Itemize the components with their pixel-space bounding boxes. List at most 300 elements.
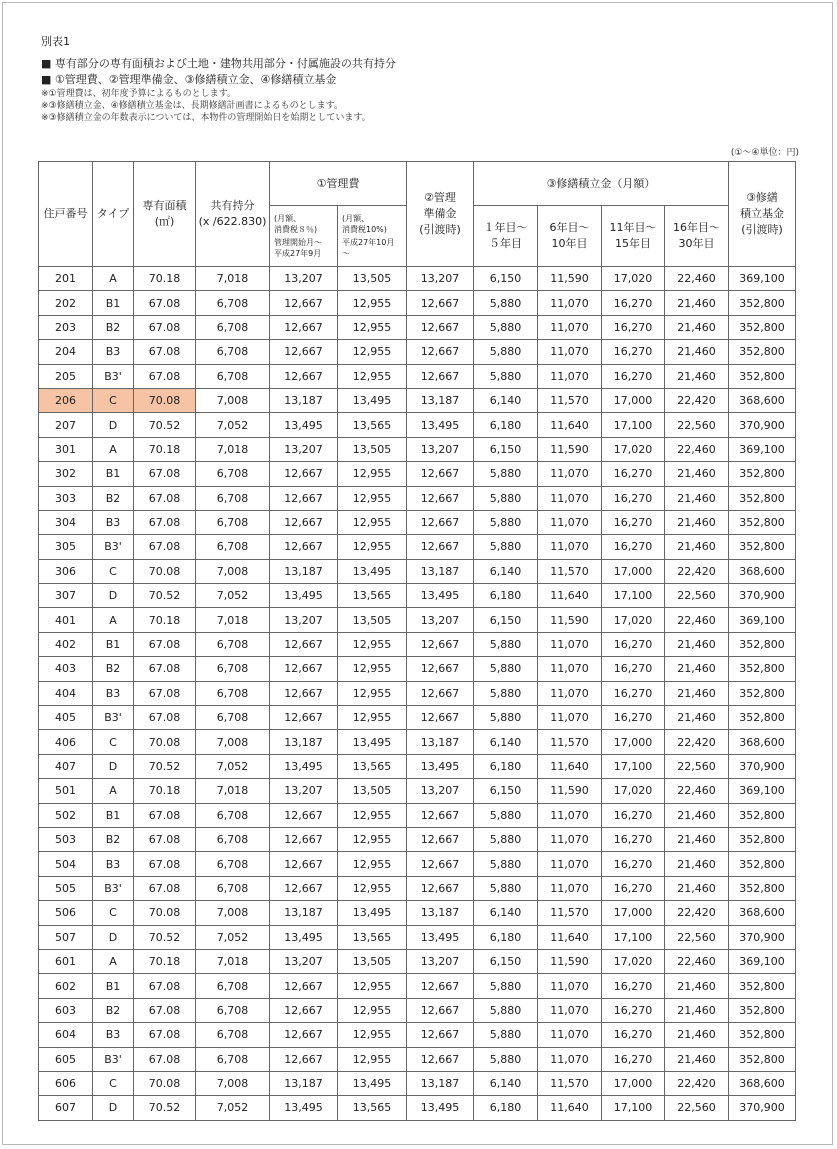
cell-area: 67.08 xyxy=(134,998,196,1022)
header-r4-a: 16年目～ xyxy=(673,221,720,234)
cell-area: 67.08 xyxy=(134,681,196,705)
cell-reserve: 13,207 xyxy=(407,608,474,632)
table-row xyxy=(39,925,796,949)
table-row xyxy=(39,413,796,437)
header-area-label: 専有面積 xyxy=(142,199,187,212)
cell-reserve: 12,667 xyxy=(407,974,474,998)
cell-mgmt-8pct: 12,667 xyxy=(270,1023,338,1047)
cell-area: 67.08 xyxy=(134,510,196,534)
cell-repair-yr16-30: 22,460 xyxy=(665,267,729,291)
cell-repair-yr16-30: 22,560 xyxy=(665,584,729,608)
header-mgmt-8pct-c: 管理開始月～ xyxy=(274,238,322,247)
cell-area: 67.08 xyxy=(134,974,196,998)
cell-repair-yr16-30: 22,420 xyxy=(665,730,729,754)
cell-type: C xyxy=(93,1071,134,1095)
cell-reserve: 12,667 xyxy=(407,827,474,851)
cell-unit-no: 503 xyxy=(39,827,93,851)
cell-share: 6,708 xyxy=(196,974,270,998)
cell-mgmt-8pct: 12,667 xyxy=(270,974,338,998)
cell-fund: 370,900 xyxy=(729,413,796,437)
cell-unit-no: 302 xyxy=(39,462,93,486)
cell-share: 7,052 xyxy=(196,413,270,437)
cell-reserve: 12,667 xyxy=(407,510,474,534)
cell-mgmt-10pct: 12,955 xyxy=(338,1023,407,1047)
cell-repair-yr16-30: 21,460 xyxy=(665,706,729,730)
cell-repair-yr16-30: 22,420 xyxy=(665,559,729,583)
header-share-label: 共有持分 xyxy=(210,199,255,212)
cell-reserve: 13,207 xyxy=(407,949,474,973)
table-row xyxy=(39,486,796,510)
cell-mgmt-8pct: 12,667 xyxy=(270,315,338,339)
cell-area: 67.08 xyxy=(134,803,196,827)
cell-mgmt-10pct: 12,955 xyxy=(338,876,407,900)
header-mgmt-8pct-a: (月額、 xyxy=(274,214,302,223)
cell-mgmt-8pct: 12,667 xyxy=(270,291,338,315)
note-2: ※③修繕積立金、④修繕積立基金は、長期修繕計画書によるものとします。 xyxy=(41,101,343,111)
cell-area: 67.08 xyxy=(134,1023,196,1047)
cell-repair-yr6-10: 11,070 xyxy=(538,315,602,339)
cell-repair-yr16-30: 22,460 xyxy=(665,437,729,461)
header-r1-b: ５年目 xyxy=(489,237,522,250)
cell-repair-yr1-5: 6,150 xyxy=(474,949,538,973)
cell-share: 6,708 xyxy=(196,681,270,705)
cell-area: 67.08 xyxy=(134,535,196,559)
cell-repair-yr6-10: 11,070 xyxy=(538,657,602,681)
cell-repair-yr1-5: 5,880 xyxy=(474,681,538,705)
cell-repair-yr1-5: 6,140 xyxy=(474,730,538,754)
cell-mgmt-10pct: 13,565 xyxy=(338,925,407,949)
table-row xyxy=(39,1023,796,1047)
cell-type: B1 xyxy=(93,803,134,827)
cell-area: 70.52 xyxy=(134,925,196,949)
cell-mgmt-10pct: 12,955 xyxy=(338,681,407,705)
cell-share: 6,708 xyxy=(196,315,270,339)
cell-area: 67.08 xyxy=(134,876,196,900)
cell-repair-yr16-30: 22,560 xyxy=(665,754,729,778)
cell-type: A xyxy=(93,949,134,973)
cell-repair-yr1-5: 6,150 xyxy=(474,437,538,461)
cell-mgmt-10pct: 12,955 xyxy=(338,974,407,998)
cell-mgmt-8pct: 13,187 xyxy=(270,1071,338,1095)
cell-mgmt-8pct: 13,187 xyxy=(270,730,338,754)
cell-repair-yr6-10: 11,570 xyxy=(538,901,602,925)
cell-repair-yr11-15: 16,270 xyxy=(602,876,665,900)
cell-share: 6,708 xyxy=(196,852,270,876)
cell-unit-no: 501 xyxy=(39,779,93,803)
table-row xyxy=(39,535,796,559)
cell-repair-yr1-5: 6,180 xyxy=(474,925,538,949)
cell-reserve: 12,667 xyxy=(407,681,474,705)
cell-repair-yr6-10: 11,070 xyxy=(538,706,602,730)
cell-unit-no: 307 xyxy=(39,584,93,608)
table-row xyxy=(39,364,796,388)
note-3: ※③修繕積立金の年数表示については、本物件の管理開始日を始期としています。 xyxy=(41,113,371,123)
cell-unit-no: 304 xyxy=(39,510,93,534)
cell-repair-yr1-5: 5,880 xyxy=(474,291,538,315)
cell-mgmt-8pct: 12,667 xyxy=(270,998,338,1022)
cell-fund: 352,800 xyxy=(729,998,796,1022)
cell-area: 67.08 xyxy=(134,364,196,388)
cell-type: B1 xyxy=(93,462,134,486)
cell-mgmt-8pct: 13,207 xyxy=(270,437,338,461)
cell-reserve: 12,667 xyxy=(407,486,474,510)
cell-mgmt-8pct: 13,495 xyxy=(270,413,338,437)
cell-area: 67.08 xyxy=(134,340,196,364)
cell-repair-yr16-30: 22,560 xyxy=(665,1096,729,1120)
table-row xyxy=(39,1096,796,1120)
cell-reserve: 12,667 xyxy=(407,462,474,486)
cell-mgmt-10pct: 12,955 xyxy=(338,510,407,534)
cell-mgmt-8pct: 13,187 xyxy=(270,388,338,412)
cell-repair-yr16-30: 21,460 xyxy=(665,462,729,486)
cell-reserve: 12,667 xyxy=(407,876,474,900)
cell-repair-yr16-30: 21,460 xyxy=(665,974,729,998)
cell-repair-yr11-15: 16,270 xyxy=(602,535,665,559)
cell-share: 6,708 xyxy=(196,998,270,1022)
cell-unit-no: 505 xyxy=(39,876,93,900)
cell-type: B2 xyxy=(93,657,134,681)
cell-area: 70.18 xyxy=(134,779,196,803)
cell-reserve: 13,187 xyxy=(407,1071,474,1095)
cell-repair-yr1-5: 5,880 xyxy=(474,315,538,339)
cell-repair-yr1-5: 6,150 xyxy=(474,608,538,632)
cell-mgmt-8pct: 12,667 xyxy=(270,632,338,656)
cell-share: 7,052 xyxy=(196,925,270,949)
cell-unit-no: 607 xyxy=(39,1096,93,1120)
cell-repair-yr16-30: 22,460 xyxy=(665,608,729,632)
cell-reserve: 12,667 xyxy=(407,1047,474,1071)
cell-repair-yr1-5: 6,150 xyxy=(474,267,538,291)
cell-type: B3 xyxy=(93,681,134,705)
cell-repair-yr6-10: 11,070 xyxy=(538,974,602,998)
cell-repair-yr11-15: 17,100 xyxy=(602,754,665,778)
cell-type: B2 xyxy=(93,486,134,510)
cell-area: 67.08 xyxy=(134,632,196,656)
cell-repair-yr1-5: 5,880 xyxy=(474,803,538,827)
cell-fund: 352,800 xyxy=(729,681,796,705)
cell-share: 7,018 xyxy=(196,267,270,291)
cell-reserve: 13,207 xyxy=(407,437,474,461)
cell-repair-yr16-30: 21,460 xyxy=(665,1047,729,1071)
cell-mgmt-8pct: 12,667 xyxy=(270,510,338,534)
cell-type: D xyxy=(93,584,134,608)
cell-fund: 368,600 xyxy=(729,901,796,925)
cell-repair-yr6-10: 11,070 xyxy=(538,876,602,900)
cell-share: 6,708 xyxy=(196,876,270,900)
cell-repair-yr1-5: 6,180 xyxy=(474,1096,538,1120)
cell-area: 67.08 xyxy=(134,1047,196,1071)
cell-area: 70.52 xyxy=(134,584,196,608)
cell-repair-yr11-15: 17,000 xyxy=(602,388,665,412)
cell-repair-yr16-30: 22,420 xyxy=(665,901,729,925)
cell-fund: 352,800 xyxy=(729,852,796,876)
cell-mgmt-10pct: 13,505 xyxy=(338,949,407,973)
table-row xyxy=(39,632,796,656)
cell-repair-yr11-15: 16,270 xyxy=(602,291,665,315)
cell-unit-no: 206 xyxy=(39,388,93,412)
cell-mgmt-8pct: 13,495 xyxy=(270,925,338,949)
cell-repair-yr6-10: 11,590 xyxy=(538,949,602,973)
cell-mgmt-10pct: 12,955 xyxy=(338,486,407,510)
cell-mgmt-10pct: 12,955 xyxy=(338,803,407,827)
cell-repair-yr16-30: 22,560 xyxy=(665,413,729,437)
cell-reserve: 13,187 xyxy=(407,388,474,412)
cell-unit-no: 603 xyxy=(39,998,93,1022)
cell-unit-no: 205 xyxy=(39,364,93,388)
table-row xyxy=(39,291,796,315)
cell-type: A xyxy=(93,779,134,803)
cell-repair-yr6-10: 11,070 xyxy=(538,681,602,705)
cell-unit-no: 601 xyxy=(39,949,93,973)
cell-repair-yr1-5: 6,180 xyxy=(474,754,538,778)
cell-repair-yr16-30: 21,460 xyxy=(665,876,729,900)
cell-repair-yr11-15: 16,270 xyxy=(602,706,665,730)
table-row xyxy=(39,559,796,583)
cell-fund: 352,800 xyxy=(729,535,796,559)
cell-mgmt-8pct: 12,667 xyxy=(270,803,338,827)
cell-repair-yr1-5: 6,140 xyxy=(474,1071,538,1095)
cell-fund: 352,800 xyxy=(729,291,796,315)
cell-repair-yr16-30: 21,460 xyxy=(665,803,729,827)
cell-repair-yr11-15: 16,270 xyxy=(602,1023,665,1047)
cell-fund: 369,100 xyxy=(729,779,796,803)
cell-mgmt-8pct: 12,667 xyxy=(270,535,338,559)
cell-reserve: 12,667 xyxy=(407,535,474,559)
cell-fund: 352,800 xyxy=(729,486,796,510)
cell-repair-yr16-30: 21,460 xyxy=(665,340,729,364)
cell-mgmt-10pct: 13,505 xyxy=(338,267,407,291)
cell-mgmt-8pct: 13,207 xyxy=(270,267,338,291)
table-row xyxy=(39,706,796,730)
cell-repair-yr6-10: 11,570 xyxy=(538,559,602,583)
cell-mgmt-8pct: 13,207 xyxy=(270,949,338,973)
header-reserve-c: (引渡時) xyxy=(419,223,461,236)
cell-share: 6,708 xyxy=(196,1047,270,1071)
cell-fund: 352,800 xyxy=(729,510,796,534)
cell-fund: 368,600 xyxy=(729,1071,796,1095)
cell-mgmt-8pct: 12,667 xyxy=(270,486,338,510)
cell-type: B3 xyxy=(93,510,134,534)
cell-mgmt-8pct: 12,667 xyxy=(270,681,338,705)
cell-fund: 352,800 xyxy=(729,315,796,339)
cell-mgmt-10pct: 12,955 xyxy=(338,657,407,681)
table-row xyxy=(39,267,796,291)
cell-type: A xyxy=(93,267,134,291)
cell-reserve: 12,667 xyxy=(407,291,474,315)
cell-mgmt-8pct: 12,667 xyxy=(270,462,338,486)
cell-repair-yr11-15: 16,270 xyxy=(602,315,665,339)
cell-repair-yr16-30: 21,460 xyxy=(665,535,729,559)
cell-type: B3' xyxy=(93,876,134,900)
table-row xyxy=(39,657,796,681)
cell-repair-yr6-10: 11,070 xyxy=(538,1023,602,1047)
header-r1-a: １年目～ xyxy=(483,221,528,234)
cell-unit-no: 404 xyxy=(39,681,93,705)
cell-area: 70.08 xyxy=(134,388,196,412)
cell-repair-yr11-15: 17,100 xyxy=(602,1096,665,1120)
cell-unit-no: 506 xyxy=(39,901,93,925)
table-row xyxy=(39,754,796,778)
cell-area: 67.08 xyxy=(134,486,196,510)
table-row xyxy=(39,388,796,412)
cell-area: 67.08 xyxy=(134,291,196,315)
cell-unit-no: 406 xyxy=(39,730,93,754)
cell-repair-yr11-15: 16,270 xyxy=(602,852,665,876)
table-row xyxy=(39,681,796,705)
cell-type: B3' xyxy=(93,535,134,559)
cell-fund: 368,600 xyxy=(729,730,796,754)
cell-type: D xyxy=(93,925,134,949)
cell-type: C xyxy=(93,388,134,412)
document-heading xyxy=(41,35,801,124)
cell-mgmt-10pct: 13,495 xyxy=(338,388,407,412)
cell-area: 70.52 xyxy=(134,754,196,778)
cell-repair-yr6-10: 11,640 xyxy=(538,584,602,608)
cell-repair-yr11-15: 16,270 xyxy=(602,998,665,1022)
cell-area: 67.08 xyxy=(134,315,196,339)
header-mgmt-10pct-c: 平成27年10月 xyxy=(342,238,395,247)
cell-type: B3 xyxy=(93,852,134,876)
cell-unit-no: 202 xyxy=(39,291,93,315)
cell-unit-no: 207 xyxy=(39,413,93,437)
cell-fund: 352,800 xyxy=(729,803,796,827)
cell-repair-yr6-10: 11,570 xyxy=(538,388,602,412)
header-reserve-b: 準備金 xyxy=(423,207,457,220)
cell-mgmt-8pct: 13,495 xyxy=(270,584,338,608)
cell-repair-yr11-15: 16,270 xyxy=(602,657,665,681)
cell-share: 6,708 xyxy=(196,486,270,510)
cell-repair-yr11-15: 16,270 xyxy=(602,510,665,534)
cell-mgmt-8pct: 13,207 xyxy=(270,779,338,803)
cell-mgmt-8pct: 13,495 xyxy=(270,754,338,778)
cell-mgmt-10pct: 12,955 xyxy=(338,462,407,486)
cell-area: 67.08 xyxy=(134,852,196,876)
cell-mgmt-10pct: 12,955 xyxy=(338,340,407,364)
cell-reserve: 12,667 xyxy=(407,315,474,339)
table-row xyxy=(39,730,796,754)
cell-area: 70.52 xyxy=(134,413,196,437)
header-mgmt-10pct-d: ～ xyxy=(342,249,350,258)
table-row xyxy=(39,998,796,1022)
cell-share: 7,018 xyxy=(196,608,270,632)
cell-share: 6,708 xyxy=(196,657,270,681)
cell-area: 70.18 xyxy=(134,437,196,461)
cell-area: 70.08 xyxy=(134,1071,196,1095)
cell-repair-yr11-15: 17,100 xyxy=(602,584,665,608)
cell-mgmt-10pct: 12,955 xyxy=(338,998,407,1022)
cell-share: 7,018 xyxy=(196,437,270,461)
cell-fund: 352,800 xyxy=(729,974,796,998)
header-mgmt: ①管理費 xyxy=(270,162,407,206)
cell-mgmt-8pct: 13,207 xyxy=(270,608,338,632)
cell-repair-yr1-5: 5,880 xyxy=(474,827,538,851)
cell-repair-yr1-5: 6,150 xyxy=(474,779,538,803)
cell-repair-yr1-5: 5,880 xyxy=(474,535,538,559)
cell-repair-yr6-10: 11,070 xyxy=(538,632,602,656)
table-row xyxy=(39,1047,796,1071)
cell-fund: 369,100 xyxy=(729,949,796,973)
cell-area: 67.08 xyxy=(134,706,196,730)
cell-reserve: 13,207 xyxy=(407,779,474,803)
cell-fund: 368,600 xyxy=(729,559,796,583)
cell-repair-yr6-10: 11,640 xyxy=(538,1096,602,1120)
cell-type: B3' xyxy=(93,364,134,388)
table-row xyxy=(39,437,796,461)
cell-type: A xyxy=(93,437,134,461)
table-row xyxy=(39,852,796,876)
cell-unit-no: 604 xyxy=(39,1023,93,1047)
cell-repair-yr6-10: 11,070 xyxy=(538,1047,602,1071)
cell-reserve: 12,667 xyxy=(407,364,474,388)
cell-mgmt-8pct: 12,667 xyxy=(270,706,338,730)
cell-reserve: 12,667 xyxy=(407,632,474,656)
header-fund-a: ③修繕 xyxy=(746,191,778,204)
cell-mgmt-8pct: 12,667 xyxy=(270,364,338,388)
cell-reserve: 12,667 xyxy=(407,706,474,730)
header-r3-b: 15年目 xyxy=(615,237,651,250)
cell-fund: 369,100 xyxy=(729,267,796,291)
cell-mgmt-8pct: 12,667 xyxy=(270,657,338,681)
cell-mgmt-10pct: 13,495 xyxy=(338,901,407,925)
cell-fund: 369,100 xyxy=(729,608,796,632)
table-row xyxy=(39,608,796,632)
cell-repair-yr16-30: 21,460 xyxy=(665,657,729,681)
cell-fund: 352,800 xyxy=(729,827,796,851)
cell-type: B1 xyxy=(93,974,134,998)
cell-repair-yr11-15: 16,270 xyxy=(602,681,665,705)
cell-repair-yr16-30: 22,420 xyxy=(665,1071,729,1095)
cell-area: 67.08 xyxy=(134,827,196,851)
cell-repair-yr16-30: 22,460 xyxy=(665,779,729,803)
cell-repair-yr16-30: 22,420 xyxy=(665,388,729,412)
cell-repair-yr11-15: 16,270 xyxy=(602,827,665,851)
cell-mgmt-10pct: 12,955 xyxy=(338,364,407,388)
cell-reserve: 13,187 xyxy=(407,901,474,925)
cell-mgmt-10pct: 12,955 xyxy=(338,852,407,876)
cell-share: 6,708 xyxy=(196,364,270,388)
cell-area: 67.08 xyxy=(134,657,196,681)
cell-repair-yr6-10: 11,590 xyxy=(538,779,602,803)
cell-reserve: 13,187 xyxy=(407,730,474,754)
header-repair: ③修繕積立金（月額） xyxy=(474,162,729,206)
cell-repair-yr1-5: 5,880 xyxy=(474,1047,538,1071)
cell-area: 70.08 xyxy=(134,901,196,925)
cell-type: B3' xyxy=(93,706,134,730)
table-row xyxy=(39,340,796,364)
cell-share: 6,708 xyxy=(196,535,270,559)
cell-mgmt-10pct: 12,955 xyxy=(338,827,407,851)
cell-mgmt-10pct: 13,505 xyxy=(338,437,407,461)
header-r3-a: 11年目～ xyxy=(609,221,657,234)
cell-share: 7,008 xyxy=(196,730,270,754)
header-share xyxy=(196,162,270,267)
cell-repair-yr11-15: 16,270 xyxy=(602,974,665,998)
cell-fund: 352,800 xyxy=(729,876,796,900)
cell-repair-yr6-10: 11,590 xyxy=(538,437,602,461)
cell-mgmt-10pct: 12,955 xyxy=(338,535,407,559)
cell-type: B3 xyxy=(93,1023,134,1047)
table-row xyxy=(39,803,796,827)
cell-repair-yr16-30: 22,560 xyxy=(665,925,729,949)
cell-unit-no: 402 xyxy=(39,632,93,656)
cell-repair-yr6-10: 11,070 xyxy=(538,462,602,486)
cell-fund: 370,900 xyxy=(729,925,796,949)
cell-mgmt-10pct: 13,495 xyxy=(338,559,407,583)
cell-mgmt-10pct: 12,955 xyxy=(338,291,407,315)
cell-unit-no: 305 xyxy=(39,535,93,559)
header-mgmt-10pct xyxy=(338,206,407,267)
cell-repair-yr11-15: 17,020 xyxy=(602,779,665,803)
